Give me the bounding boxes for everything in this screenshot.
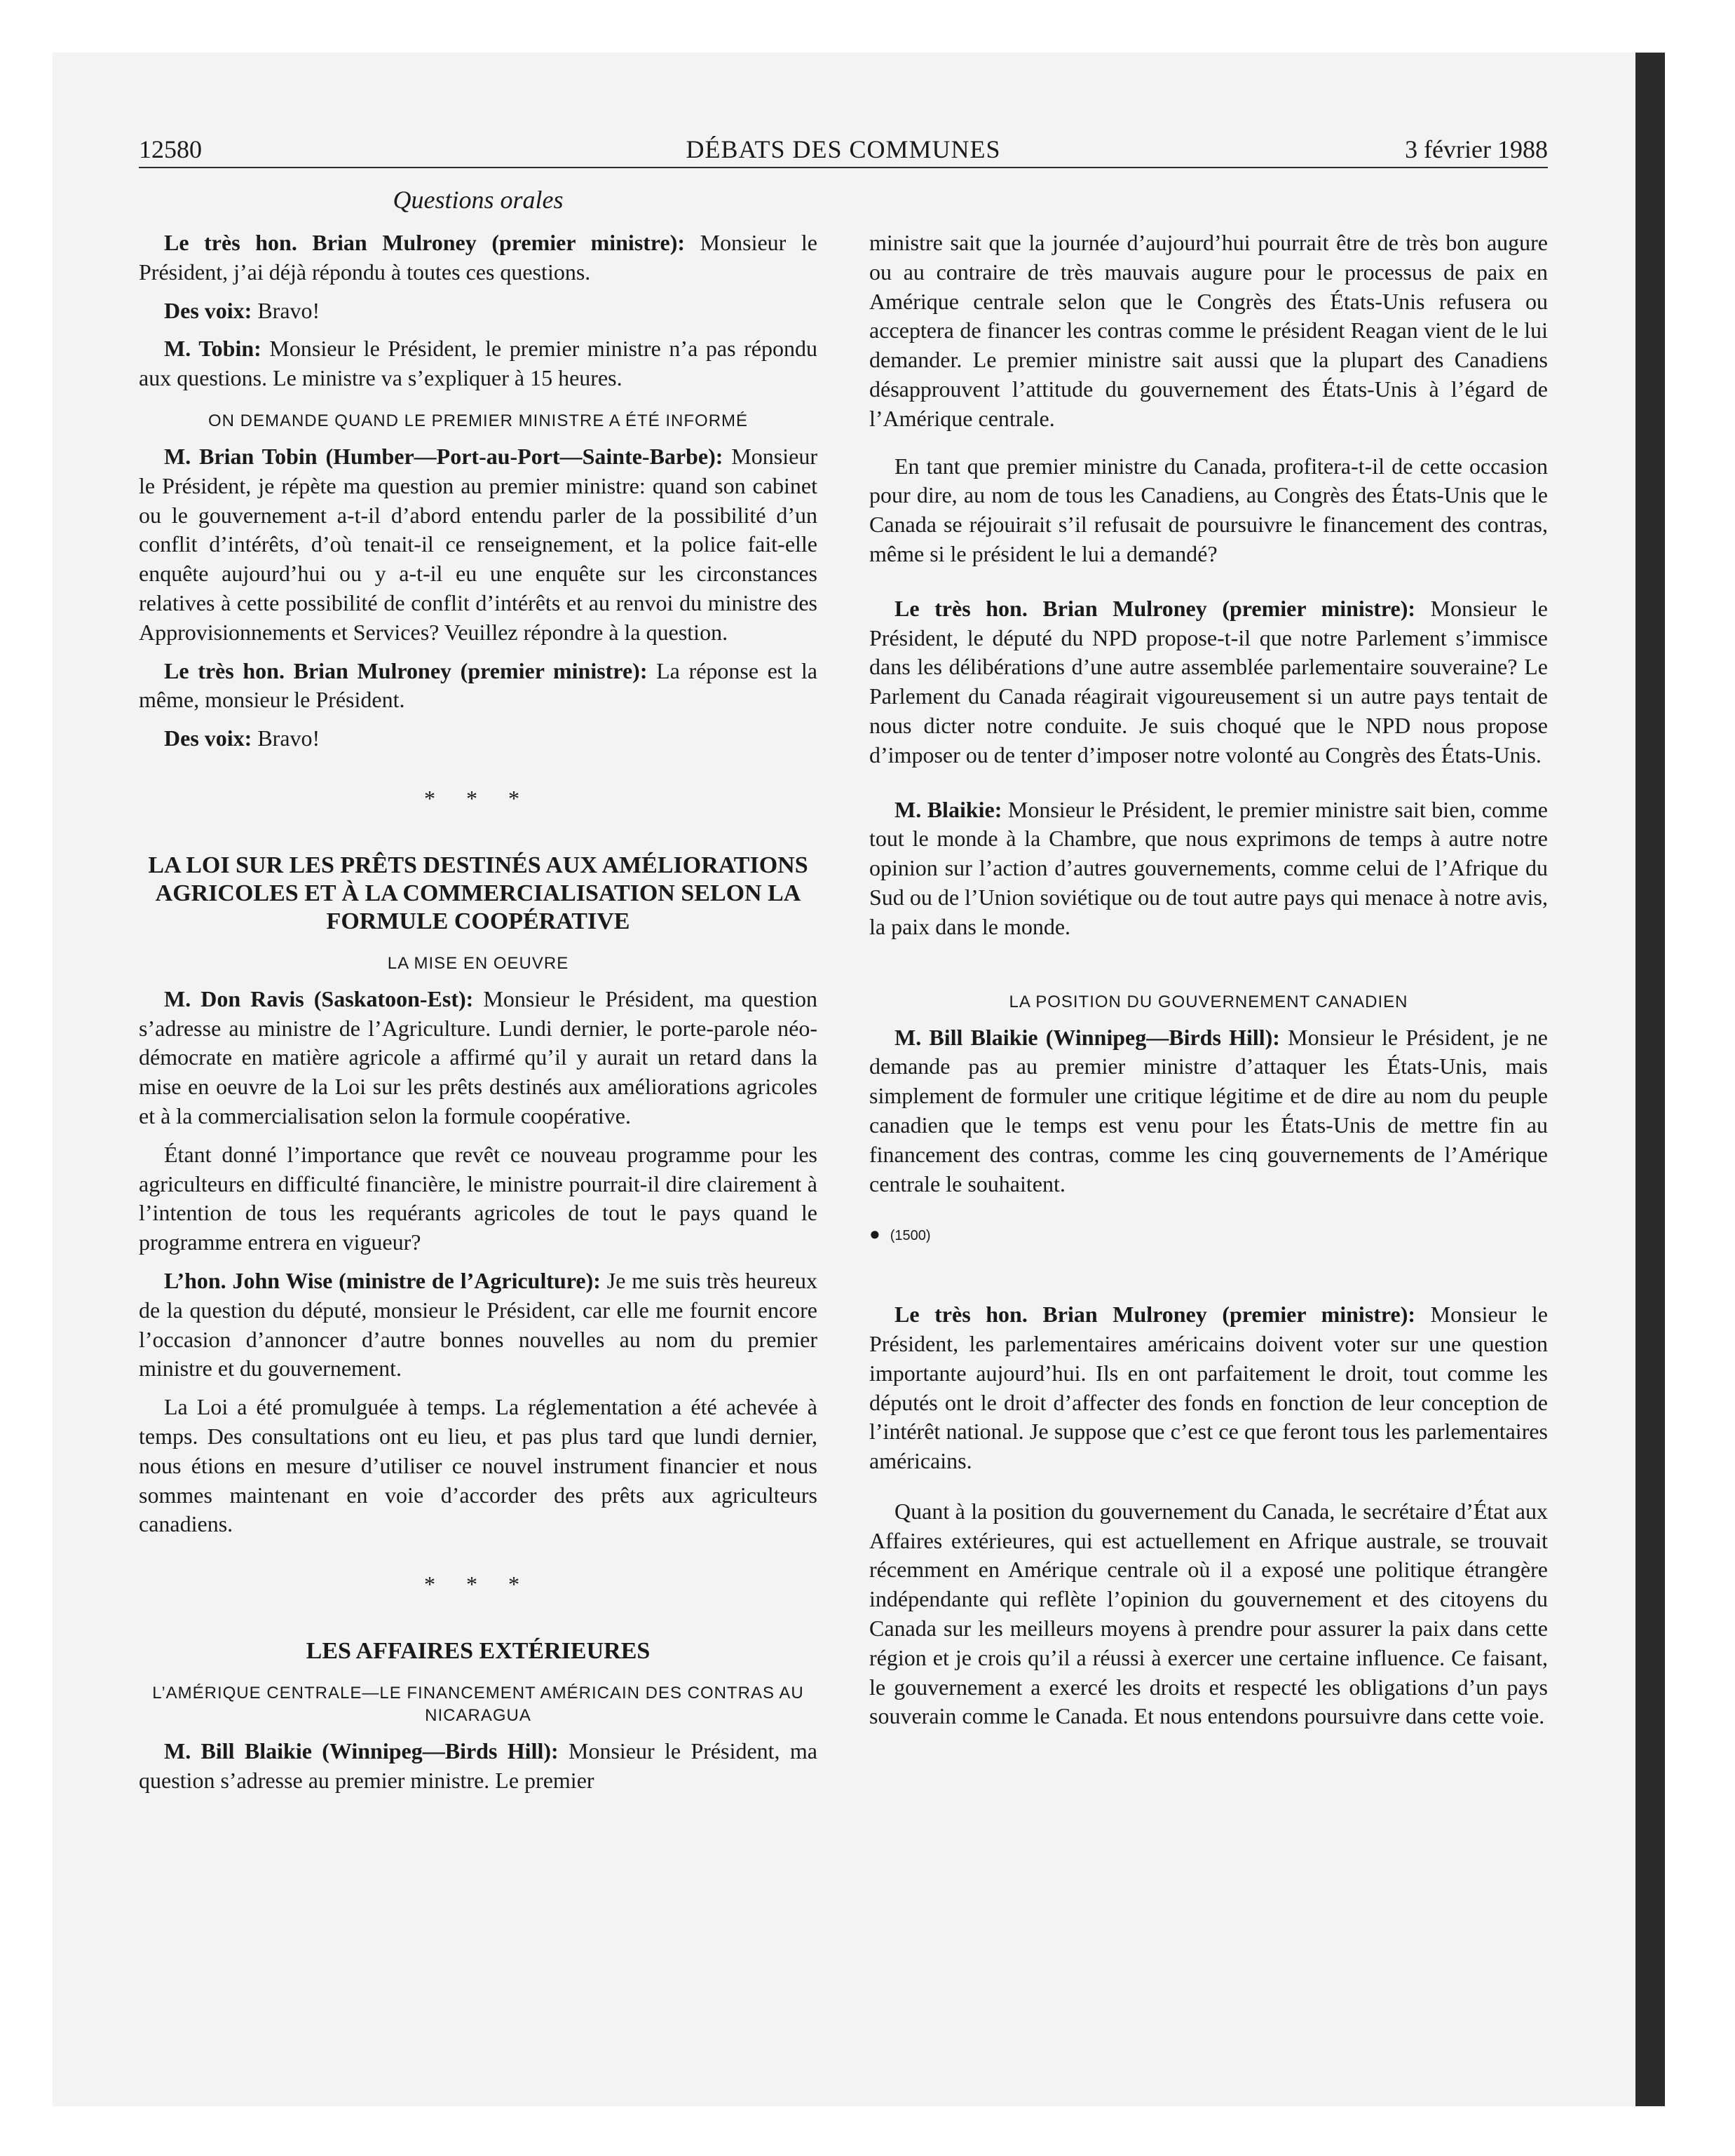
section-heading: LES AFFAIRES EXTÉRIEURES — [306, 1637, 651, 1664]
speaker-name: Le très hon. Brian Mulroney (premier ministre): — [894, 595, 1416, 621]
time-marker — [869, 1220, 1548, 1251]
speaker-name: Le très hon. Brian Mulroney (premier ministre): — [894, 1302, 1416, 1328]
publication-date: 3 février 1988 — [1405, 135, 1548, 163]
subheading: LA POSITION DU GOUVERNEMENT CANADIEN — [1009, 992, 1408, 1011]
paragraph — [139, 296, 817, 326]
page-header — [139, 133, 1548, 165]
speaker-name: Le très hon. Brian Mulroney (premier ministre): — [164, 657, 648, 683]
speech-text: Monsieur le Président, ma question s’adresse au ministre de l’Agriculture. Lundi dernier, le porte-parole néo-démocrate en matière agricole a affirmé qu’il y aurait un retard dans la mise en oeuvre de la Loi sur les prêts destinés aux améliorations agricoles et à la commercialisation selon la formule coopérative. — [139, 985, 818, 1128]
speech-text: Monsieur le Président, je ne demande pas au premier ministre d’attaquer les États-Unis, mais simplement de formuler une critique légitime et de dire au nom du peuple canadien que le temps est venu pour les États-Unis de mettre fin au financement des contras, comme les cinq gouvernements de l’Amérique centrale le souhaitent. — [869, 1024, 1549, 1196]
speaker-name: L’hon. John Wise (ministre de l’Agriculture): — [164, 1267, 601, 1293]
speech-text: La réponse est la même, monsieur le Président. — [139, 657, 818, 713]
paragraph — [139, 1267, 817, 1384]
paragraph — [869, 1023, 1548, 1199]
paragraph — [139, 1737, 817, 1796]
speaker-name: M. Bill Blaikie (Winnipeg—Birds Hill): — [894, 1024, 1280, 1050]
speech-text: Bravo! — [252, 297, 320, 323]
speech-text: Monsieur le Président, le député du NPD propose-t-il que notre Parlement s’immisce dans les délibérations d’une autre assemblée parlementaire souveraine? Le Parlement du Canada réagirait vigoureusement si un autre pays tentait de nous dicter notre conduite. Je suis choqué que le NPD nous propose d’imposer ou de tenter d’imposer notre volonté au Congrès des États-Unis. — [869, 595, 1549, 767]
speech-text: Bravo! — [252, 725, 320, 751]
speaker-name: Le très hon. Brian Mulroney (premier ministre): — [164, 230, 686, 255]
subheading: LA MISE EN OEUVRE — [387, 953, 569, 973]
paragraph — [139, 985, 817, 1131]
section-tag: Questions orales — [393, 186, 564, 214]
bullet-icon: ● — [869, 1223, 880, 1245]
speaker-name: Des voix: — [164, 297, 252, 323]
paragraph: Quant à la position du gouvernement du Canada, le secrétaire d’État aux Affaires extérieures, qui est actuellement en Afrique australe, se trouvait récemment en Amérique centrale où il a exposé une politique étrangère indépendante qui reflète l’opinion du gouvernement et des citoyens du Canada sur les meilleurs moyens à prendre pour assurer la paix dans cette région et je crois qu’il a réussi à exercer une certaine influence. Ce faisant, le gouvernement a exercé les droits et respecté les obligations d’un pays souverain comme le Canada. Et nous entendons poursuivre dans cette voie. — [869, 1498, 1548, 1729]
section-separator: * * * — [424, 1571, 532, 1597]
speaker-name: Des voix: — [164, 725, 252, 751]
section-separator: * * * — [424, 785, 532, 811]
speech-text: Monsieur le Président, les parlementaires américains doivent voter sur une question importante aujourd’hui. Ils en ont parfaitement le droit, tout comme les députés ont le droit d’affecter des fonds en fonction de leur conception de l’intérêt national. Je suppose que c’est ce que feront tous les parlementaires américains. — [869, 1302, 1549, 1474]
paragraph — [869, 796, 1548, 942]
speaker-name: M. Blaikie: — [894, 796, 1002, 822]
paragraph — [139, 724, 817, 753]
speech-text: Monsieur le Président, je répète ma question au premier ministre: quand son cabinet ou le gouvernement a-t-il d’abord entendu parler de la possibilité d’un conflit d’intérêts, d’où tenait-il ce renseignement, et la police fait-elle enquête aujourd’hui ou y a-t-il eu une enquête sur les circonstances relatives à cette possibilité de conflit d’intérêts et au renvoi du ministre des Approvisionnements et Services? Veuillez répondre à la question. — [139, 443, 818, 645]
publication-title: DÉBATS DES COMMUNES — [686, 135, 1001, 163]
paragraph — [139, 442, 817, 648]
speaker-name: M. Brian Tobin (Humber—Port-au-Port—Sainte-Barbe): — [164, 443, 723, 469]
paragraph — [869, 594, 1548, 770]
speech-text: Monsieur le Président, le premier ministre n’a pas répondu aux questions. Le ministre va s’expliquer à 15 heures. — [139, 336, 818, 391]
speaker-name: M. Tobin: — [164, 336, 261, 362]
page-number: 12580 — [139, 135, 202, 163]
paragraph: En tant que premier ministre du Canada, profitera-t-il de cette occasion pour dire, au nom de tous les Canadiens, au Congrès des États-Unis que le Canada se réjouirait s’il refusait de poursuivre le financement des contras, même si le président le lui a demandé? — [869, 453, 1548, 566]
speech-text: Je me suis très heureux de la question du député, monsieur le Président, car elle me fournit encore l’occasion d’annoncer d’autre bonnes nouvelles au nom du premier ministre et du gouvernement. — [139, 1267, 818, 1381]
subheading: ON DEMANDE QUAND LE PREMIER MINISTRE A ÉTÉ INFORMÉ — [207, 411, 749, 430]
speech-text: Monsieur le Président, j’ai déjà répondu à toutes ces questions. — [139, 230, 818, 285]
section-heading: LA LOI SUR LES PRÊTS DESTINÉS AUX AMÉLIORATIONS AGRICOLES ET À LA COMMERCIALISATION SELON LA FORMULE COOPÉRATIVE — [148, 852, 808, 934]
paragraph — [139, 228, 817, 287]
paragraph — [139, 334, 817, 393]
header-rule — [139, 167, 1548, 168]
left-column — [139, 228, 817, 1804]
speech-text: Monsieur le Président, ma question s’adresse au premier ministre. Le premier — [139, 1738, 817, 1793]
speech-text: Monsieur le Président, le premier ministre sait bien, comme tout le monde à la Chambre, que nous exprimons de temps à autre notre opinion sur l’action d’autres gouvernements, comme celui de l’Afrique du Sud ou de l’Union soviétique ou de tout autre pays qui menace à notre avis, la paix dans le monde. — [869, 796, 1549, 939]
paragraph — [869, 1300, 1548, 1476]
subheading: L’AMÉRIQUE CENTRALE—LE FINANCEMENT AMÉRICAIN DES CONTRAS AU NICARAGUA — [152, 1683, 804, 1725]
paragraph: ministre sait que la journée d’aujourd’hui pourrait être de très bon augure ou au contraire de très mauvais augure pour le processus de paix en Amérique centrale selon que le Congrès des États-Unis refusera ou acceptera de financer les contras comme le président Reagan vient de le lui demander. Le premier ministre sait aussi que la plupart des Canadiens désapprouvent l’attitude du gouvernement des États-Unis à l’égard de l’Amérique centrale. — [869, 230, 1548, 431]
time-stamp: (1500) — [890, 1228, 931, 1244]
paragraph: La Loi a été promulguée à temps. La réglementation a été achevée à temps. Des consultations ont eu lieu, et pas plus tard que lundi dernier, nous étions en mesure d’utiliser ce nouvel instrument financier et nous sommes maintenant en voie d’accorder des prêts aux agriculteurs canadiens. — [139, 1394, 817, 1537]
scan-edge-shadow — [1635, 53, 1665, 2106]
speaker-name: M. Don Ravis (Saskatoon-Est): — [164, 985, 474, 1011]
speaker-name: M. Bill Blaikie (Winnipeg—Birds Hill): — [164, 1738, 559, 1763]
paragraph: Étant donné l’importance que revêt ce nouveau programme pour les agriculteurs en difficulté financière, le ministre pourrait-il dire clairement à l’intention de tous les requérants agricoles de tout le pays quand le programme entrera en vigueur? — [139, 1141, 817, 1255]
paragraph — [139, 657, 817, 716]
right-column — [869, 228, 1548, 1740]
